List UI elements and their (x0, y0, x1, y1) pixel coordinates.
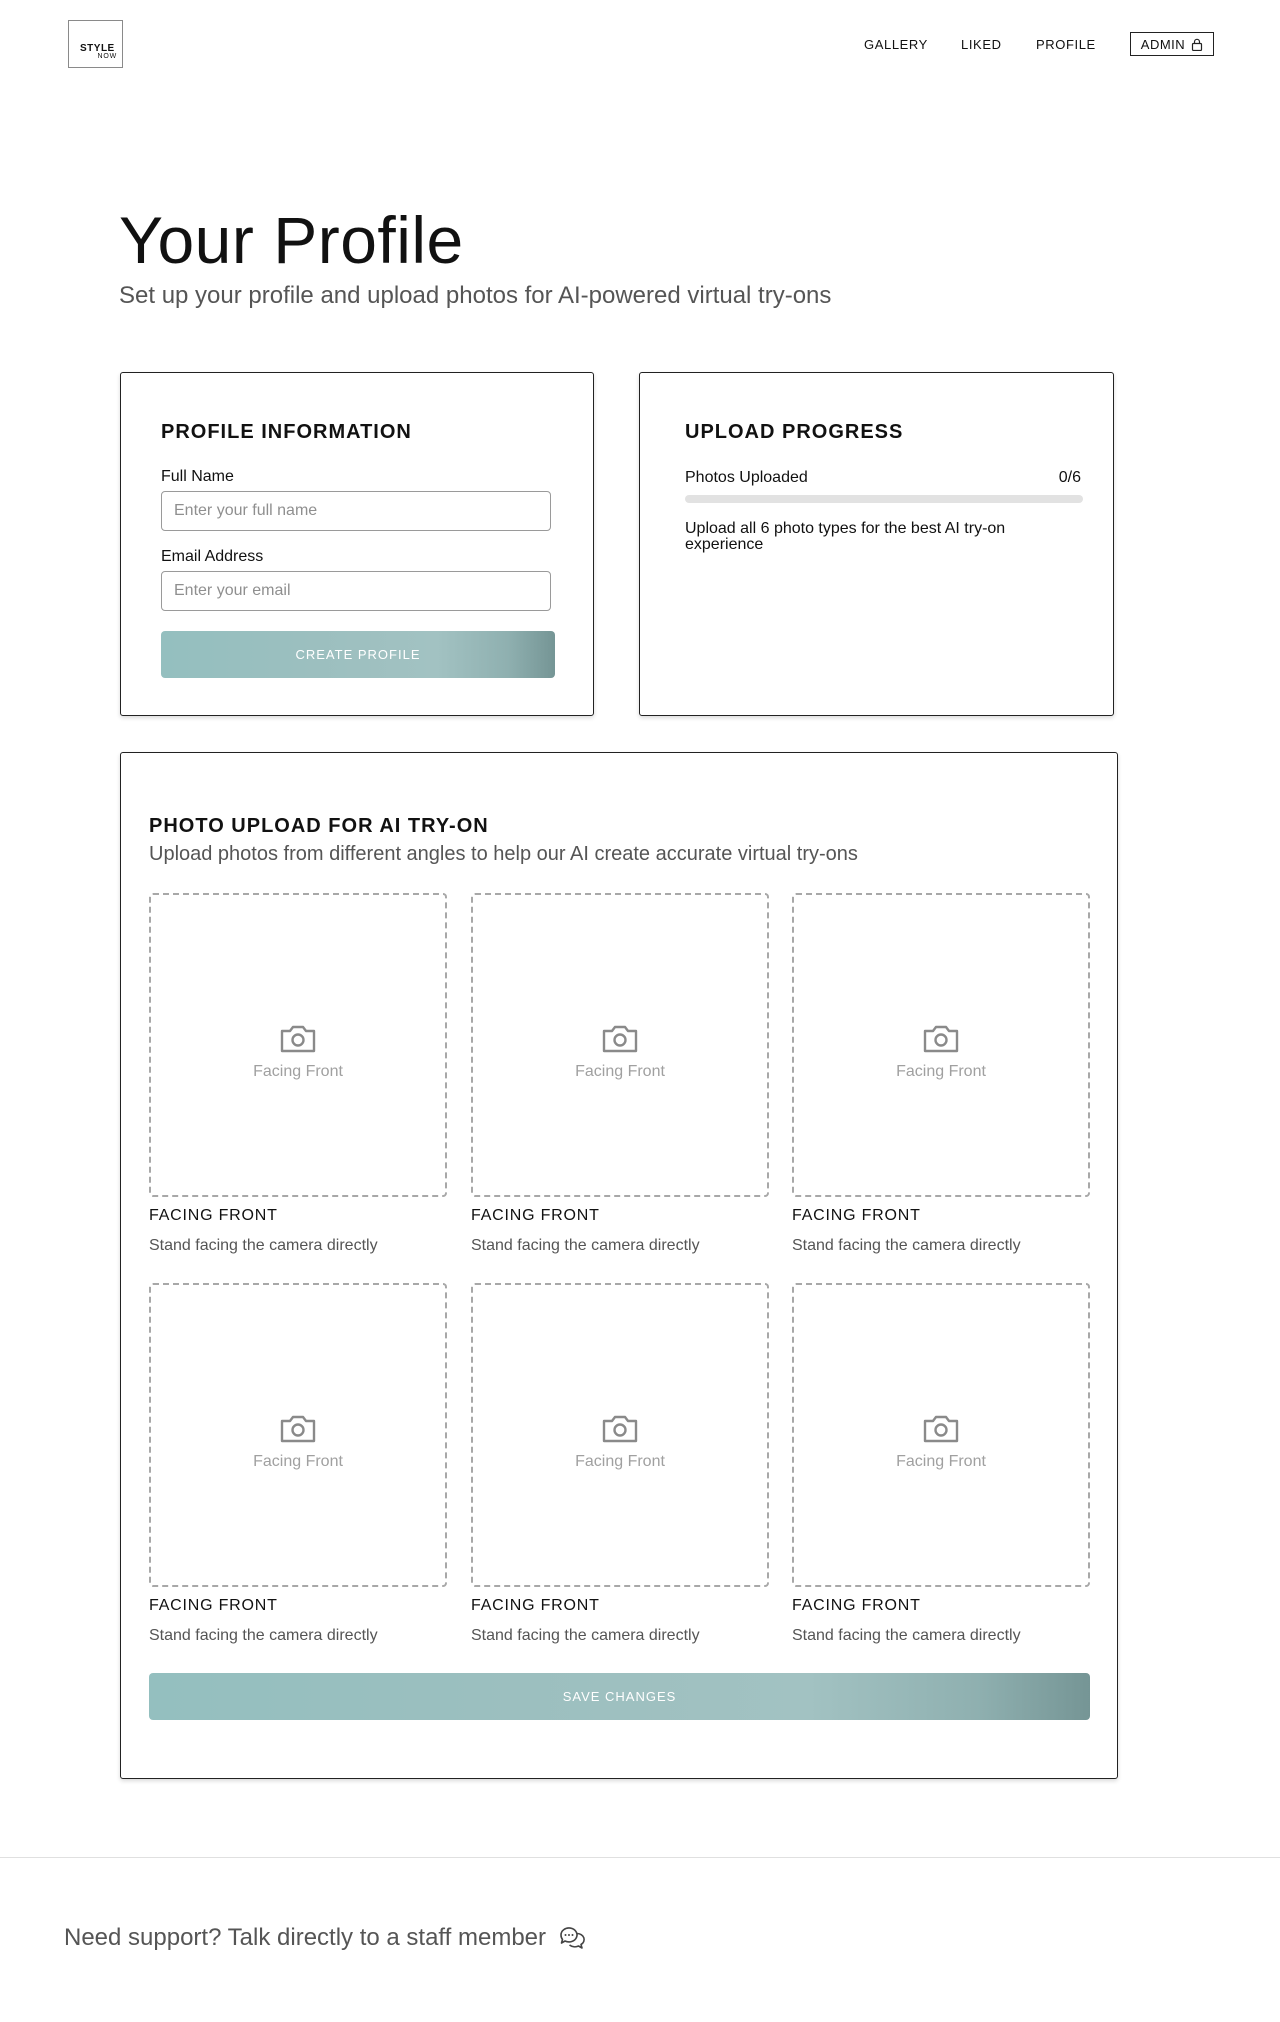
photo-upload-slot[interactable] (471, 893, 769, 1197)
nav-profile-link[interactable]: PROFILE (1036, 37, 1096, 52)
photo-upload-slot[interactable] (471, 1283, 769, 1587)
slot-description: Stand facing the camera directly (149, 1237, 378, 1254)
slot-caption: Facing Front (253, 1453, 343, 1470)
photos-uploaded-count: 0/6 (1058, 469, 1081, 486)
nav-admin-button[interactable] (1130, 32, 1214, 56)
email-label: Email Address (161, 548, 264, 565)
chat-bubbles-icon (558, 1924, 586, 1952)
profile-card-title: PROFILE INFORMATION (161, 421, 412, 443)
logo-text-bottom: NOW (97, 53, 117, 60)
progress-card-title: UPLOAD PROGRESS (685, 421, 904, 443)
logo-text-top: STYLE (80, 43, 115, 54)
slot-caption: Facing Front (896, 1453, 986, 1470)
camera-icon (278, 1023, 318, 1055)
slot-description: Stand facing the camera directly (792, 1627, 1021, 1644)
nav-gallery-link[interactable]: GALLERY (864, 37, 928, 52)
slot-caption: Facing Front (253, 1063, 343, 1080)
progress-note: Upload all 6 photo types for the best AI try-on experience (685, 520, 1006, 553)
support-link[interactable] (64, 1924, 586, 1952)
slot-description: Stand facing the camera directly (471, 1627, 700, 1644)
upload-progress-card (639, 372, 1114, 716)
full-name-label: Full Name (161, 468, 234, 485)
camera-icon (921, 1413, 961, 1445)
lock-icon (1191, 38, 1203, 51)
nav-admin-label: ADMIN (1140, 36, 1186, 52)
camera-icon (600, 1023, 640, 1055)
photo-upload-card (120, 752, 1118, 1779)
camera-icon (278, 1413, 318, 1445)
page-title: Your Profile (119, 203, 464, 277)
slot-description: Stand facing the camera directly (149, 1627, 378, 1644)
email-input[interactable] (161, 571, 551, 611)
footer-divider (0, 1857, 1280, 1858)
upload-progress-bar (685, 495, 1083, 503)
save-changes-button[interactable]: SAVE CHANGES (149, 1673, 1090, 1720)
photo-upload-slot[interactable] (149, 1283, 447, 1587)
slot-description: Stand facing the camera directly (792, 1237, 1021, 1254)
slot-caption: Facing Front (575, 1453, 665, 1470)
photo-upload-slot[interactable] (792, 893, 1090, 1197)
create-profile-button[interactable]: CREATE PROFILE (161, 631, 555, 678)
logo[interactable] (68, 20, 123, 68)
camera-icon (921, 1023, 961, 1055)
nav-liked-link[interactable]: LIKED (961, 37, 1002, 52)
slot-title: FACING FRONT (792, 1597, 921, 1614)
page-subtitle: Set up your profile and upload photos for AI-powered virtual try-ons (119, 282, 832, 309)
slot-title: FACING FRONT (471, 1207, 600, 1224)
slot-title: FACING FRONT (149, 1597, 278, 1614)
slot-caption: Facing Front (575, 1063, 665, 1080)
support-text: Need support? Talk directly to a staff member (64, 1924, 547, 1951)
photo-upload-title: PHOTO UPLOAD FOR AI TRY-ON (149, 815, 489, 837)
slot-title: FACING FRONT (149, 1207, 278, 1224)
photo-upload-slot[interactable] (149, 893, 447, 1197)
camera-icon (600, 1413, 640, 1445)
slot-description: Stand facing the camera directly (471, 1237, 700, 1254)
slot-caption: Facing Front (896, 1063, 986, 1080)
slot-title: FACING FRONT (471, 1597, 600, 1614)
profile-information-card (120, 372, 594, 716)
photos-uploaded-label: Photos Uploaded (685, 469, 808, 486)
photo-upload-subtitle: Upload photos from different angles to help our AI create accurate virtual try-ons (149, 843, 858, 865)
photo-upload-slot[interactable] (792, 1283, 1090, 1587)
full-name-input[interactable] (161, 491, 551, 531)
slot-title: FACING FRONT (792, 1207, 921, 1224)
